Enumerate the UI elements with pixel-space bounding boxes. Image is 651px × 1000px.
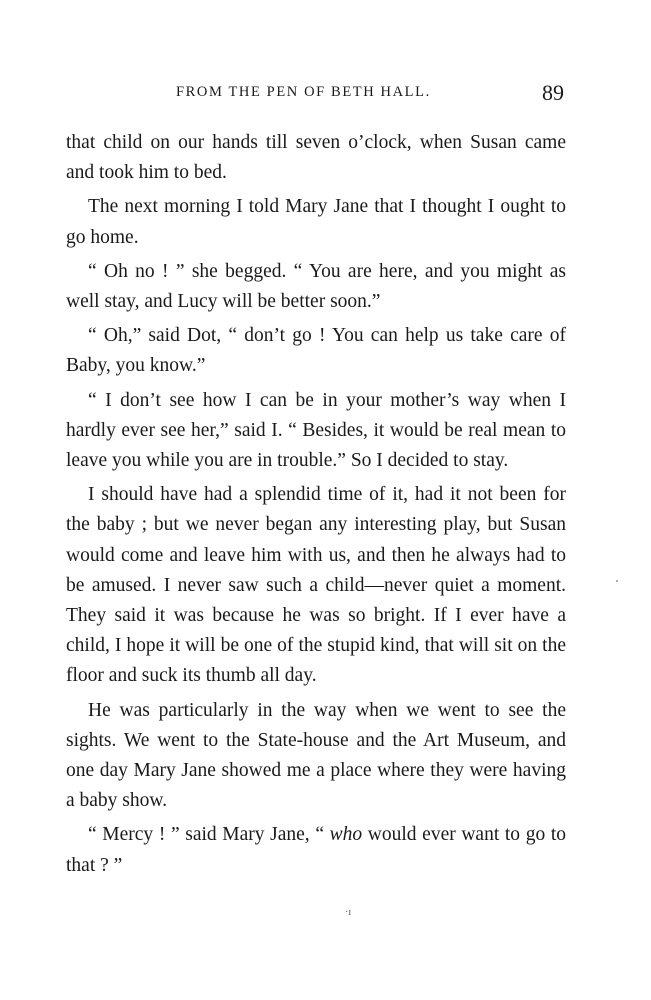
page-number: 89 <box>542 80 564 105</box>
paragraph-3: “ Oh no ! ” she begged. “ You are here, and you might as well stay, and Lucy will be better soon.” <box>66 260 566 313</box>
paragraph-1: that child on our hands till seven o’clock, when Susan came and took him to bed. <box>66 132 566 184</box>
paragraph-8-after: would ever want to go to that ? ” <box>66 824 567 876</box>
paper-speck <box>616 580 618 582</box>
paragraph-8-before: “ Mercy ! ” said Mary Jane, “ <box>88 824 330 846</box>
paragraph-7: He was particularly in the way when we went to see the sights. We went to the State-house and the Art Museum, and one day Mary Jane showed me a place where they were having a baby show. <box>66 699 566 812</box>
running-head: FROM THE PEN OF BETH HALL. <box>176 84 431 100</box>
paragraph-2: The next morning I told Mary Jane that I thought I ought to go home. <box>66 196 566 248</box>
paragraph-4: “ Oh,” said Dot, “ don’t go ! You can help us take care of Baby, you know.” <box>66 325 566 377</box>
paragraph-6: I should have had a splendid time of it, had it not been for the baby ; but we never began any interesting play, but Susan would come and leave him with us, and then he always had to be amused. I never saw such a child—never quiet a moment. They said it was because he was so bright. If I ever have a child, I hope it will be one of the stupid kind, that will sit on the floor and suck its thumb all day. <box>66 484 566 687</box>
paragraph-5: “ I don’t see how I can be in your mother’s way when I hardly ever see her,” said I. “ Besides, it would be real mean to leave you while you are in trouble.” So I decided to stay. <box>66 389 566 472</box>
paragraph-8-emphasis: who <box>329 824 363 846</box>
printer-mark: ·ı <box>345 907 352 918</box>
body-text <box>66 128 566 885</box>
paragraph-8 <box>66 820 566 880</box>
